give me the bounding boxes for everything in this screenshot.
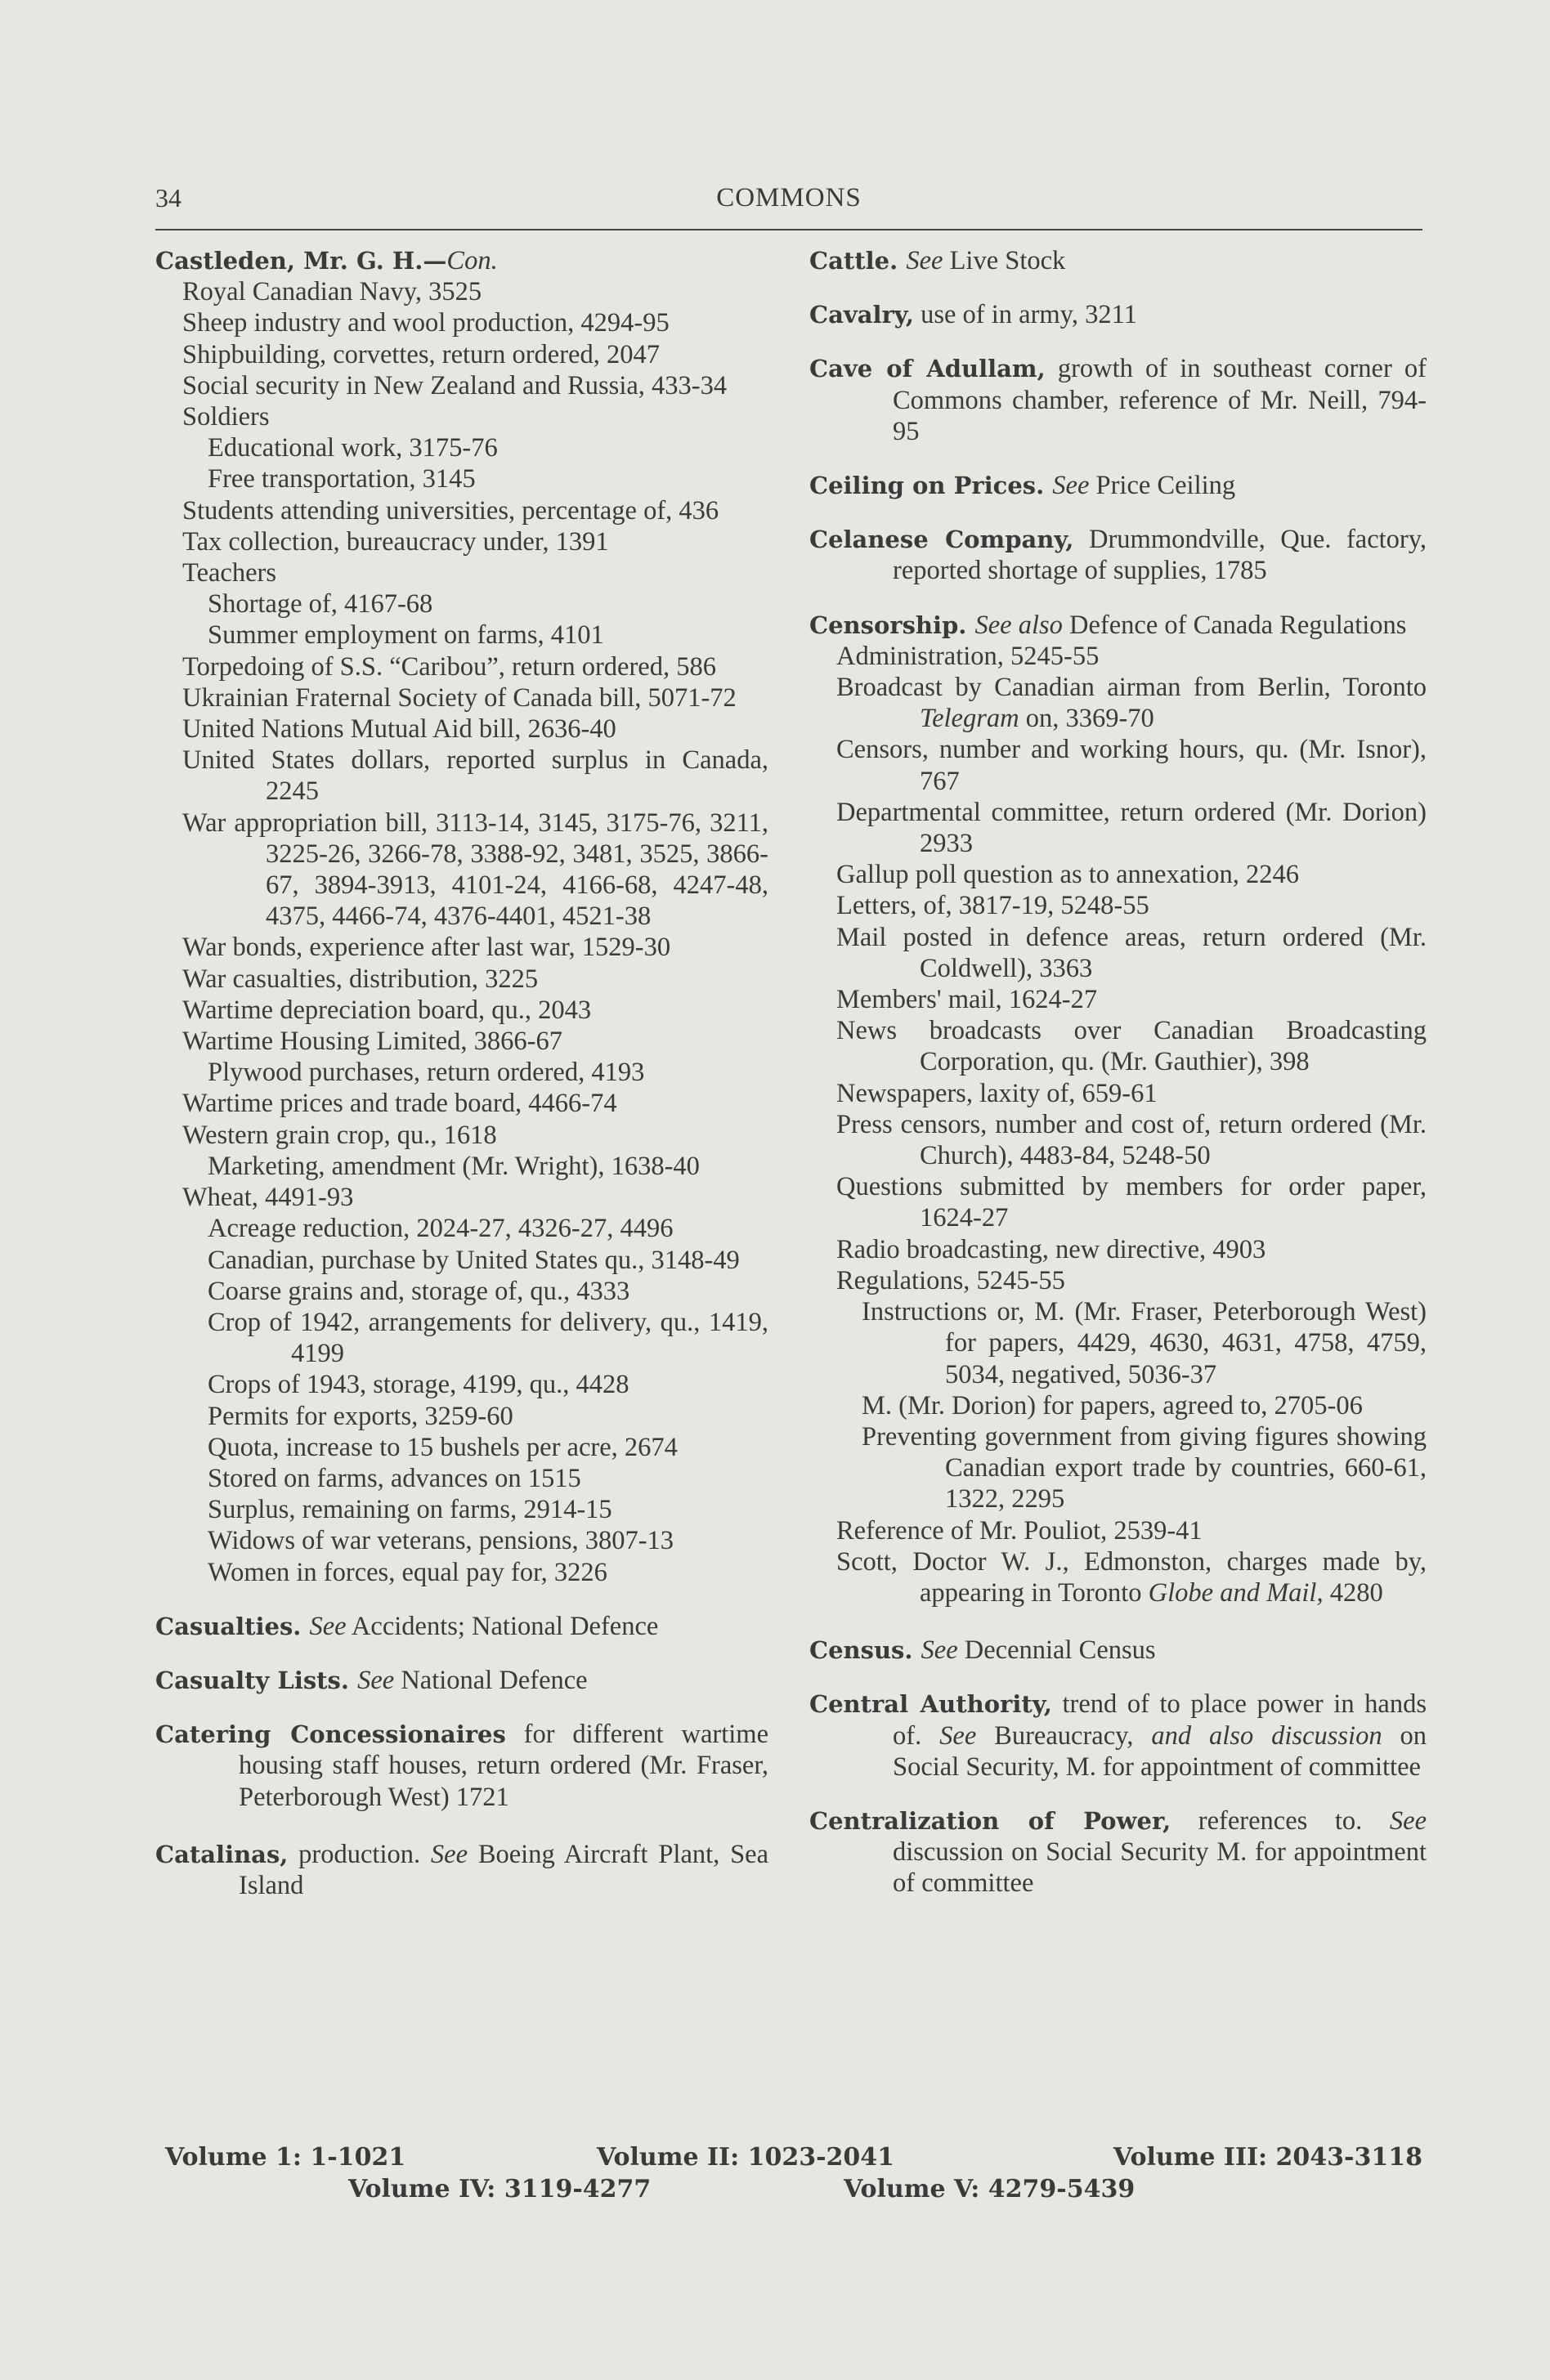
index-subentry: Reference of Mr. Pouliot, 2539-41 [836,1515,1203,1546]
entry-text: See [1052,471,1090,501]
entry-text: for different wartime housing staff houses, return ordered (Mr. Fraser, Peterborough West) 1721 [239,1720,768,1812]
running-head: COMMONS [716,183,862,212]
volume-1-range: Volume 1: 1-1021 [165,2143,406,2172]
index-subentry: Acreage reduction, 2024-27, 4326-27, 4496 [208,1214,674,1244]
index-subentry: Social security in New Zealand and Russia, 433-34 [182,370,728,400]
index-heading-entry [155,245,768,276]
index-heading-entry [809,610,1427,641]
entry-heading: Central Authority, [809,1690,1052,1719]
entry-text: discussion on Social Security M. for appointment of committee [893,1837,1427,1899]
index-subentry: Ukrainian Fraternal Society of Canada bill, 5071-72 [182,682,737,713]
index-subentry: United States dollars, reported surplus in Canada, 2245 [182,745,768,807]
index-subentry: Wheat, 4491-93 [182,1183,354,1213]
entry-text: references to. [1171,1805,1390,1836]
index-subentry: War appropriation bill, 3113-14, 3145, 3175-76, 3211, 3225-26, 3266-78, 3388-92, 3481, 3525, 3866-67, 3894-3913, 4101-24, 4166-68, 4247-48, 4375, 4466-74, 4376-4401, 4521-38 [182,808,768,932]
index-heading-entry [809,524,1427,586]
index-subentry: Press censors, number and cost of, return ordered (Mr. Church), 4483-84, 5248-50 [836,1109,1427,1171]
index-subentry: Shortage of, 4167-68 [208,589,433,620]
entry-heading: Ceiling on Prices. [809,472,1053,500]
index-subentry: Summer employment on farms, 4101 [208,620,604,651]
entry-heading: Censorship. [809,611,975,639]
index-subentry: Radio broadcasting, new directive, 4903 [836,1234,1266,1264]
volume-4-range: Volume IV: 3119-4277 [348,2175,652,2203]
right-column [809,245,1427,1899]
entry-text: See [939,1720,977,1751]
entry-text: National Defence [394,1665,588,1695]
entry-heading: Census. [809,1636,921,1665]
entry-text: Drummondville, Que. factory, reported shortage of supplies, 1785 [893,525,1427,586]
index-heading-entry [809,1635,1427,1666]
volume-5-range: Volume V: 4279-5439 [844,2175,1136,2203]
entry-text: Decennial Census [957,1635,1156,1666]
index-subentry: Newspapers, laxity of, 659-61 [836,1078,1158,1108]
entry-text: and also discussion [1151,1720,1382,1751]
entry-text: Defence of Canada Regulations [1062,610,1407,640]
entry-text: See [357,1665,395,1695]
entry-heading: Castleden, Mr. G. H.— [155,247,447,275]
entry-text: See [430,1839,468,1869]
index-subentry: Sheep industry and wool production, 4294-95 [182,308,670,338]
entry-heading: Casualty Lists. [155,1666,358,1694]
index-subentry: Crops of 1943, storage, 4199, qu., 4428 [208,1370,629,1400]
index-subentry: Wartime Housing Limited, 3866-67 [182,1027,562,1057]
entry-text: See [1389,1805,1427,1836]
index-subentry: Questions submitted by members for order paper, 1624-27 [836,1172,1427,1233]
index-subentry: News broadcasts over Canadian Broadcasting Corporation, qu. (Mr. Gauthier), 398 [836,1016,1427,1077]
entry-text: Con. [446,246,498,275]
index-subentry: Plywood purchases, return ordered, 4193 [208,1058,645,1088]
index-subentry: Widows of war veterans, pensions, 3807-13 [208,1526,674,1556]
index-subentry: Educational work, 3175-76 [208,433,498,463]
entry-text: growth of in southeast corner of Commons chamber, reference of Mr. Neill, 794-95 [893,354,1427,446]
index-subentry: Free transportation, 3145 [208,464,476,494]
index-subentry: Preventing government from giving figures showing Canadian export trade by countries, 660-61, 1322, 2295 [862,1421,1427,1514]
index-subentry [809,672,1427,734]
index-subentry: Gallup poll question as to annexation, 2246 [836,860,1299,890]
entry-text: Live Stock [943,246,1066,275]
index-subentry: Stored on farms, advances on 1515 [208,1463,581,1493]
index-subentry: Letters, of, 3817-19, 5248-55 [836,891,1149,921]
index-subentry: M. (Mr. Dorion) for papers, agreed to, 2705-06 [862,1390,1363,1420]
header-rule [155,229,1422,230]
index-heading-entry [809,470,1427,501]
index-heading-entry [809,299,1427,330]
entry-heading: Catalinas, [155,1840,289,1868]
index-subentry: Students attending universities, percentage of, 436 [182,495,719,526]
index-subentry: Mail posted in defence areas, return ordered (Mr. Coldwell), 3363 [836,922,1427,983]
entry-text: See also [974,610,1063,640]
index-subentry: Quota, increase to 15 bushels per acre, 2674 [208,1432,678,1462]
index-subentry: Wartime prices and trade board, 4466-74 [182,1089,617,1119]
entry-text: on, 3369-70 [1019,704,1154,734]
index-subentry: Regulations, 5245-55 [836,1265,1065,1295]
index-subentry: Royal Canadian Navy, 3525 [182,277,482,307]
entry-text: 4280 [1323,1577,1383,1608]
entry-text: See [309,1611,347,1641]
index-heading-entry [155,1719,768,1813]
index-heading-entry [809,353,1427,447]
index-subentry: Members' mail, 1624-27 [836,985,1098,1015]
index-subentry: Censors, number and working hours, qu. (Mr. Isnor), 767 [836,735,1427,796]
left-column [155,245,768,1901]
index-subentry: United Nations Mutual Aid bill, 2636-40 [182,714,616,745]
index-subentry: Soldiers [182,402,270,432]
index-subentry: Departmental committee, return ordered (Mr. Dorion) 2933 [836,797,1427,859]
entry-text: Telegram [920,704,1019,734]
index-subentry: Tax collection, bureaucracy under, 1391 [182,526,609,557]
index-subentry: Marketing, amendment (Mr. Wright), 1638-40 [208,1151,700,1181]
index-subentry: Teachers [182,558,277,588]
entry-text: Price Ceiling [1089,471,1236,501]
entry-text: Globe and Mail, [1148,1577,1324,1608]
entry-text: See [906,246,943,275]
entry-text: trend of to place power in hands of. [893,1689,1427,1751]
page-number: 34 [155,183,181,212]
index-heading-entry [809,1689,1427,1783]
index-subentry: Surplus, remaining on farms, 2914-15 [208,1495,612,1525]
volume-2-range: Volume II: 1023-2041 [597,2143,895,2172]
entry-text: production. [288,1839,431,1869]
index-subentry: War bonds, experience after last war, 1529-30 [182,933,671,963]
index-subentry: Administration, 5245-55 [836,641,1100,671]
volume-3-range: Volume III: 2043-3118 [1113,2143,1422,2172]
entry-heading: Cavalry, [809,301,914,329]
index-subentry: Permits for exports, 3259-60 [208,1401,513,1431]
index-subentry: Western grain crop, qu., 1618 [182,1120,497,1150]
entry-text: See [921,1635,958,1666]
index-heading-entry [809,1805,1427,1899]
entry-text: use of in army, 3211 [913,300,1137,330]
index-subentry: War casualties, distribution, 3225 [182,964,539,994]
index-heading-entry [155,1839,768,1901]
index-heading-entry [155,1611,768,1642]
entry-text: Accidents; National Defence [346,1611,659,1641]
entry-text: on Social Security, M. for appointment of committee [893,1720,1427,1782]
entry-text: Bureaucracy, [976,1720,1152,1751]
entry-heading: Cave of Adullam, [809,355,1046,383]
index-subentry: Coarse grains and, storage of, qu., 4333 [208,1276,630,1306]
index-subentry [809,1546,1427,1608]
entry-text: Boeing Aircraft Plant, Sea Island [239,1839,769,1900]
index-heading-entry [155,1665,768,1696]
index-heading-entry [809,245,1427,276]
entry-text: Broadcast by Canadian airman from Berlin, Toronto [836,673,1427,703]
entry-heading: Catering Concessionaires [155,1720,506,1749]
entry-heading: Centralization of Power, [809,1806,1171,1835]
index-subentry: Crop of 1942, arrangements for delivery, qu., 1419, 4199 [208,1307,768,1369]
entry-heading: Celanese Company, [809,526,1074,554]
index-subentry: Instructions or, M. (Mr. Fraser, Peterborough West) for papers, 4429, 4630, 4631, 4758, 4759, 5034, negatived, 5036-37 [862,1297,1427,1389]
index-subentry: Wartime depreciation board, qu., 2043 [182,995,592,1025]
index-subentry: Canadian, purchase by United States qu., 3148-49 [208,1245,740,1275]
entry-text: Scott, Doctor W. J., Edmonston, charges made by, appearing in Toronto [836,1546,1427,1608]
page-header [155,177,1422,226]
index-subentry: Women in forces, equal pay for, 3226 [208,1557,607,1587]
entry-heading: Casualties. [155,1612,310,1640]
index-subentry: Shipbuilding, corvettes, return ordered, 2047 [182,339,660,369]
entry-heading: Cattle. [809,247,907,275]
index-subentry: Torpedoing of S.S. “Caribou”, return ordered, 586 [182,651,716,682]
